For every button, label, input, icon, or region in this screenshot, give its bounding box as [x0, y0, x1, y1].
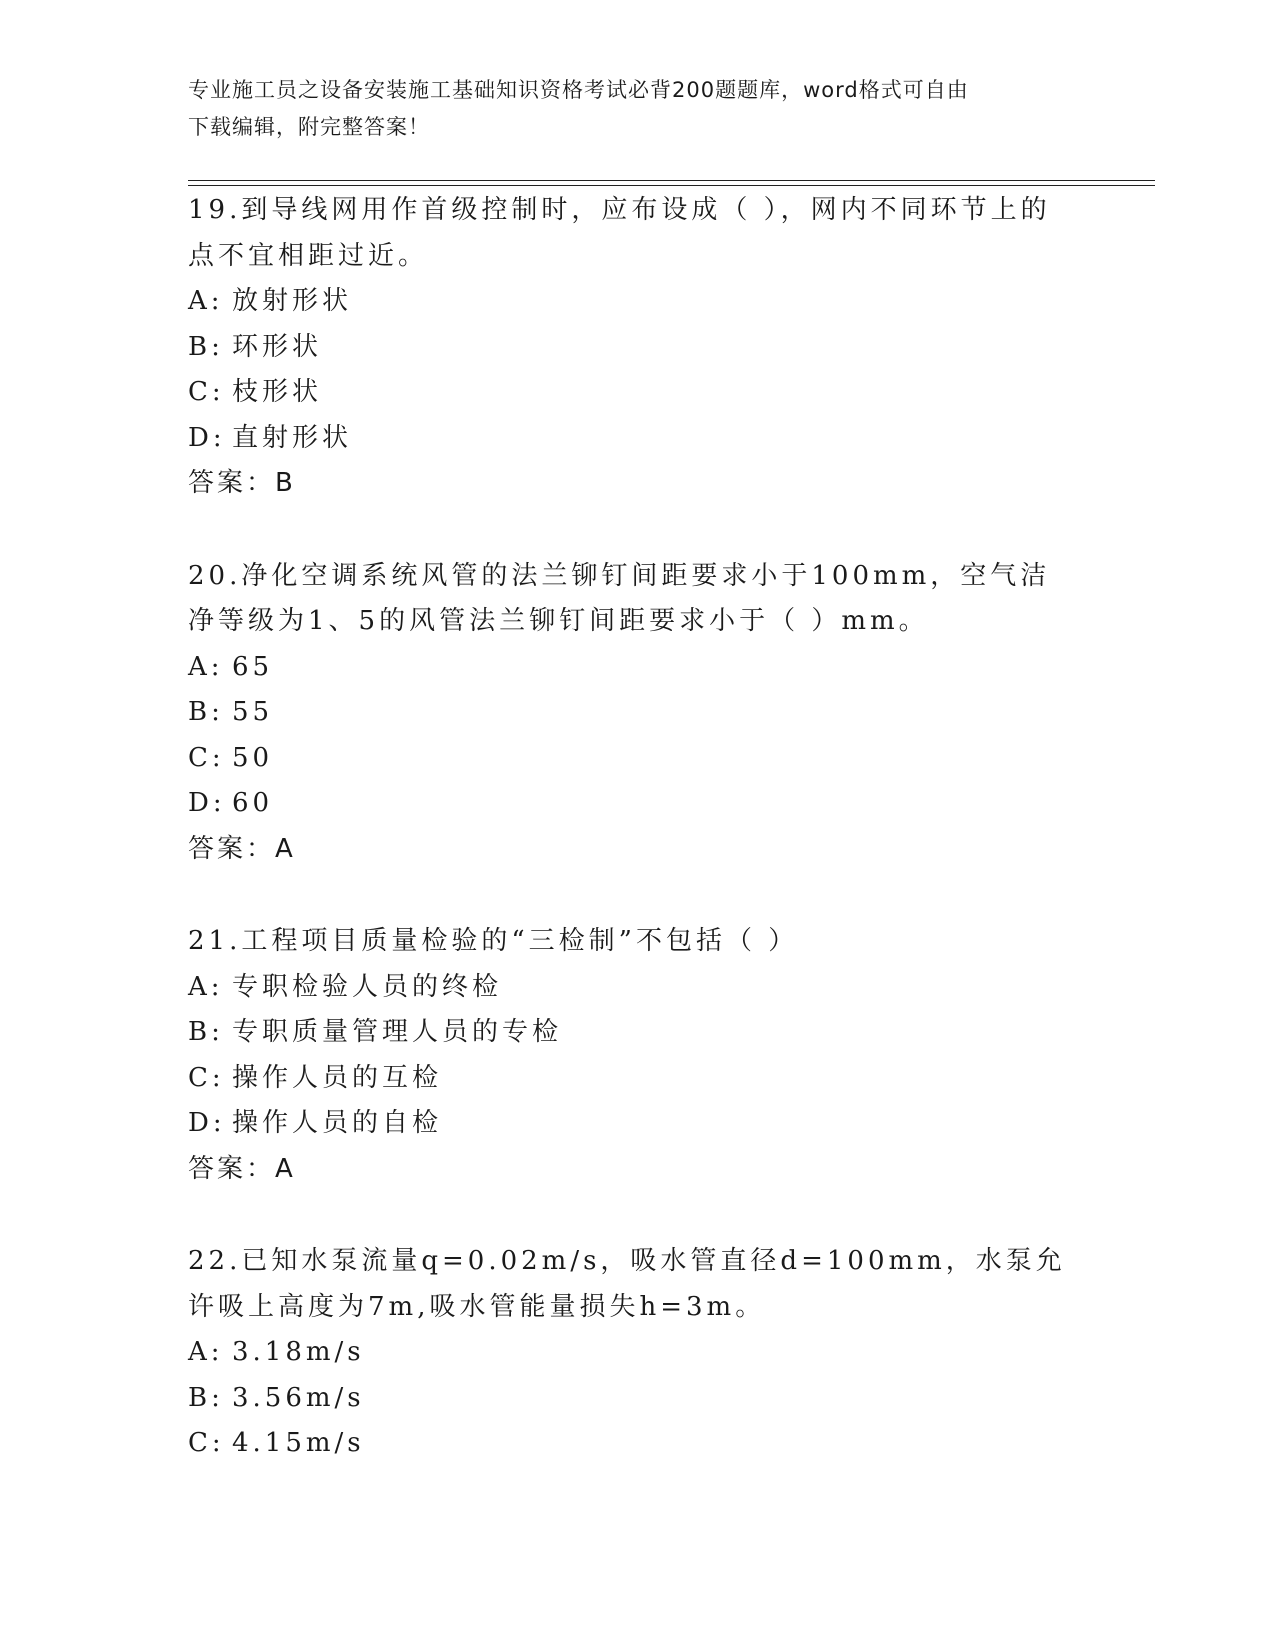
question-21	[188, 919, 1068, 1192]
header-divider-bottom	[188, 185, 1155, 186]
option-key: B:	[188, 697, 224, 727]
option-text: 枝形状	[232, 377, 323, 407]
option-a	[188, 965, 1068, 1011]
option-a	[188, 1330, 1068, 1376]
option-text: 4.15m/s	[232, 1428, 365, 1458]
option-key: A:	[188, 286, 224, 316]
option-key: C:	[188, 1428, 225, 1458]
option-d	[188, 781, 1068, 827]
question-number: 19.	[188, 195, 242, 225]
question-number: 22.	[188, 1246, 242, 1276]
option-key: C:	[188, 377, 225, 407]
option-text: 操作人员的互检	[232, 1062, 443, 1093]
option-text: 55	[232, 697, 274, 727]
option-d	[188, 416, 1068, 462]
option-key: B:	[188, 1382, 224, 1413]
answer-line: 答案：A	[188, 1153, 296, 1184]
question-text	[188, 554, 1068, 645]
header-divider-top	[188, 180, 1155, 181]
option-c	[188, 370, 1068, 416]
option-text: 专职质量管理人员的专检	[232, 1017, 563, 1047]
option-key: D:	[188, 422, 226, 453]
question-22	[188, 1239, 1068, 1467]
option-key: A:	[188, 1337, 224, 1367]
option-key: C:	[188, 742, 225, 773]
question-20	[188, 554, 1068, 873]
option-text: 50	[232, 742, 274, 773]
answer-line: 答案：A	[188, 833, 296, 864]
question-stem: 到导线网用作首级控制时，应布设成（ ），网内不同环节上的点不宜相距过近。	[188, 195, 1051, 271]
option-c	[188, 1421, 1068, 1467]
option-a	[188, 645, 1068, 691]
answer-line: 答案：B	[188, 468, 296, 498]
option-text: 3.18m/s	[232, 1337, 365, 1367]
option-text: 65	[232, 651, 274, 682]
question-stem: 已知水泵流量q=0.02m/s，吸水管直径d=100mm，水泵允许吸上高度为7m,吸水管能量损失h=3m。	[188, 1246, 1066, 1322]
option-text: 3.56m/s	[232, 1382, 365, 1413]
option-text: 放射形状	[232, 286, 353, 316]
question-number: 21.	[188, 926, 242, 956]
option-key: B:	[188, 331, 224, 362]
option-text: 60	[232, 788, 274, 818]
question-19	[188, 188, 1068, 507]
question-list	[188, 188, 1068, 1514]
option-b	[188, 1376, 1068, 1422]
question-stem: 净化空调系统风管的法兰铆钉间距要求小于100mm，空气洁净等级为1、5的风管法兰铆钉间距要求小于（ ）mm。	[188, 560, 1051, 636]
option-key: C:	[188, 1062, 225, 1093]
option-key: D:	[188, 1108, 226, 1138]
option-d	[188, 1101, 1068, 1147]
option-text: 操作人员的自检	[232, 1108, 443, 1138]
option-text: 直射形状	[232, 422, 353, 453]
option-text: 环形状	[232, 331, 323, 362]
option-text: 专职检验人员的终检	[232, 971, 503, 1002]
option-b	[188, 325, 1068, 371]
option-b	[188, 690, 1068, 736]
option-key: A:	[188, 651, 224, 682]
option-b	[188, 1010, 1068, 1056]
header-line-2: 下载编辑，附完整答案！	[188, 115, 430, 139]
question-text	[188, 1239, 1068, 1330]
option-key: B:	[188, 1017, 224, 1047]
option-c	[188, 1056, 1068, 1102]
question-text	[188, 188, 1068, 279]
question-number: 20.	[188, 560, 242, 591]
header-line-1: 专业施工员之设备安装施工基础知识资格考试必背200题题库，word格式可自由	[188, 78, 969, 102]
document-header	[188, 72, 1068, 146]
option-key: D:	[188, 788, 226, 818]
option-c	[188, 736, 1068, 782]
option-a	[188, 279, 1068, 325]
question-text	[188, 919, 1068, 965]
option-key: A:	[188, 971, 224, 1002]
question-stem: 工程项目质量检验的“三检制”不包括（ ）	[241, 926, 799, 956]
